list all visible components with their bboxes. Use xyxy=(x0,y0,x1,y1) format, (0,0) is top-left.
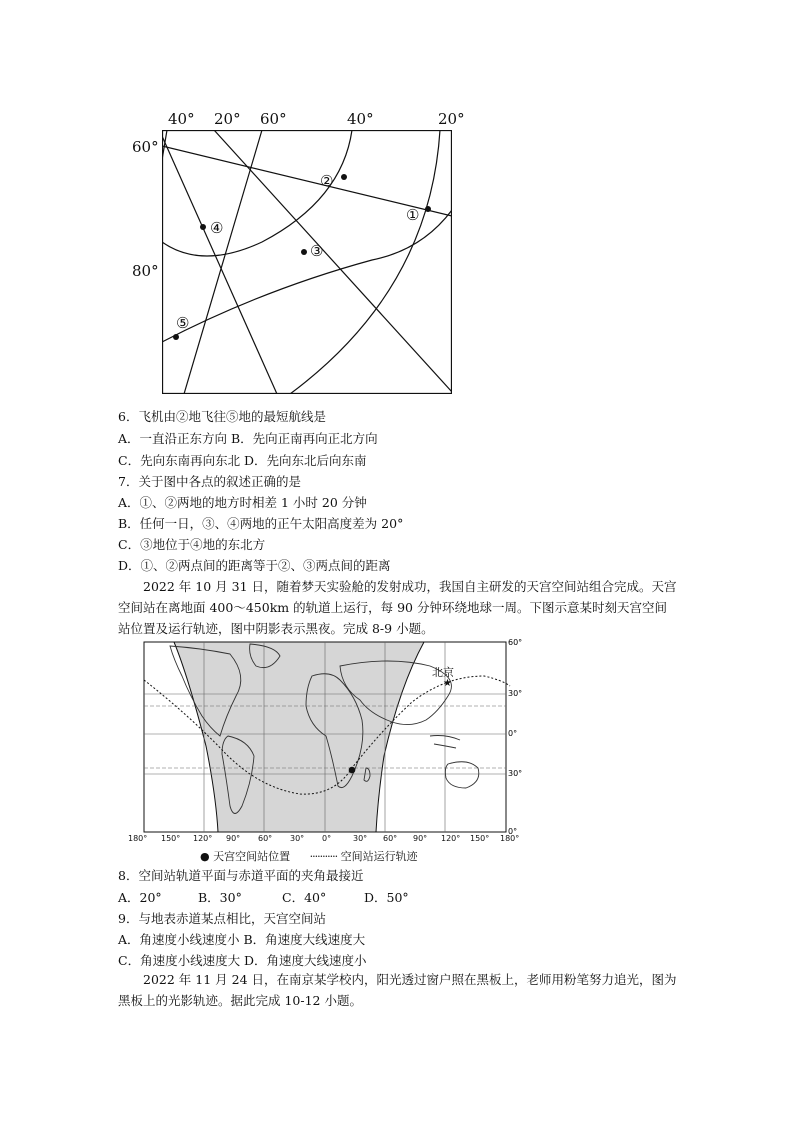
point-1-dot xyxy=(425,206,431,212)
left-label-60: 60° xyxy=(132,138,159,156)
night-shade xyxy=(174,642,424,832)
graticule-diagram xyxy=(162,130,452,394)
q9-options-cd: C．角速度小线速度大 D．角速度大线速度小 xyxy=(118,953,367,968)
point-1-label: ① xyxy=(406,206,420,224)
point-5-dot xyxy=(173,334,179,340)
q8-option-a: A．20° xyxy=(118,890,162,905)
q8-stem: 8．空间站轨道平面与赤道平面的夹角最接近 xyxy=(118,868,364,883)
legend-dot-icon: ● xyxy=(200,850,210,863)
q9-options-ab: A．角速度小线速度小 B．角速度大线速度大 xyxy=(118,932,366,947)
legend-dash-icon: ··········· xyxy=(309,850,338,863)
lon-0: 0° xyxy=(322,834,332,843)
lat-label-60: 60° xyxy=(508,638,523,647)
lat-label-30n: 30° xyxy=(508,689,523,698)
q6-options-cd: C．先向东南再向东北 D．先向东北后向东南 xyxy=(118,453,367,468)
point-2-dot xyxy=(341,174,347,180)
q7-option-a: A．①、②两地的地方时相差 1 小时 20 分钟 xyxy=(118,495,367,510)
lon-60w: 60° xyxy=(258,834,273,843)
q6-stem: 6．飞机由②地飞往⑤地的最短航线是 xyxy=(118,409,326,424)
lat-label-30s: 30° xyxy=(508,769,523,778)
australia-outline xyxy=(445,762,478,788)
map-legend xyxy=(200,848,418,864)
q7-stem: 7．关于图中各点的叙述正确的是 xyxy=(118,474,301,489)
lon-180e: 180° xyxy=(500,834,520,843)
beijing-label: 北京 xyxy=(432,666,454,679)
point-5-label: ⑤ xyxy=(176,314,190,332)
q8-option-d: D．50° xyxy=(364,890,409,905)
lon-180w: 180° xyxy=(128,834,148,843)
point-4-dot xyxy=(200,224,206,230)
q7-option-c: C．③地位于④地的东北方 xyxy=(118,537,266,552)
q6-options-ab: A．一直沿正东方向 B．先向正南再向正北方向 xyxy=(118,431,378,446)
lon-120w: 120° xyxy=(193,834,213,843)
world-map xyxy=(130,636,526,866)
lon-labels xyxy=(128,834,528,846)
intro-10-12: 2022 年 11 月 24 日，在南京某学校内，阳光透过窗户照在黑板上，老师用粉笔努力追光，图为黑板上的光影轨迹。据此完成 10-12 小题。 xyxy=(118,972,677,1008)
lon-120e: 120° xyxy=(441,834,461,843)
line-60-diag xyxy=(184,130,262,394)
line-20-diag xyxy=(214,130,452,392)
station-dot xyxy=(349,767,356,774)
top-label-60: 60° xyxy=(260,110,287,128)
left-label-80: 80° xyxy=(132,262,159,280)
point-2-label: ② xyxy=(320,172,334,190)
point-3-label: ③ xyxy=(310,242,324,260)
q8-option-c: C．40° xyxy=(282,890,327,905)
top-label-40b: 40° xyxy=(347,110,374,128)
q7-option-b: B．任何一日，③、④两地的正午太阳高度差为 20° xyxy=(118,516,404,531)
q8-options xyxy=(118,890,409,906)
beijing-star: ★ xyxy=(443,678,452,689)
point-3-dot xyxy=(301,249,307,255)
lon-60e: 60° xyxy=(383,834,398,843)
q8-option-b: B．30° xyxy=(198,890,242,905)
line-top-left-diag xyxy=(162,136,277,394)
point-4-label: ④ xyxy=(210,219,224,237)
lon-150e: 150° xyxy=(470,834,490,843)
lon-30e: 30° xyxy=(353,834,368,843)
lon-150w: 150° xyxy=(161,834,181,843)
lon-90e: 90° xyxy=(413,834,428,843)
lat-label-0: 0° xyxy=(508,729,518,738)
legend-station: 天宫空间站位置 xyxy=(213,850,291,863)
lon-30w: 30° xyxy=(290,834,305,843)
top-label-40a: 40° xyxy=(168,110,195,128)
legend-track: 空间站运行轨迹 xyxy=(340,850,418,863)
lat-label-bottom: 0° xyxy=(508,827,518,836)
lon-90w: 90° xyxy=(226,834,241,843)
top-label-20b: 20° xyxy=(438,110,465,128)
q9-stem: 9．与地表赤道某点相比，天宫空间站 xyxy=(118,911,326,926)
intro-8-9: 2022 年 10 月 31 日，随着梦天实验舱的发射成功，我国自主研发的天宫空间站组合完成。天宫空间站在离地面 400～450km 的轨道上运行，每 90 分钟环绕地球一周。下图示意某时刻天宫空间站位置及运行轨迹，图中阴影表示黑夜。完成 8-9 小题。 xyxy=(118,579,677,636)
q7-option-d: D．①、②两点间的距离等于②、③两点间的距离 xyxy=(118,558,391,573)
top-label-20a: 20° xyxy=(214,110,241,128)
